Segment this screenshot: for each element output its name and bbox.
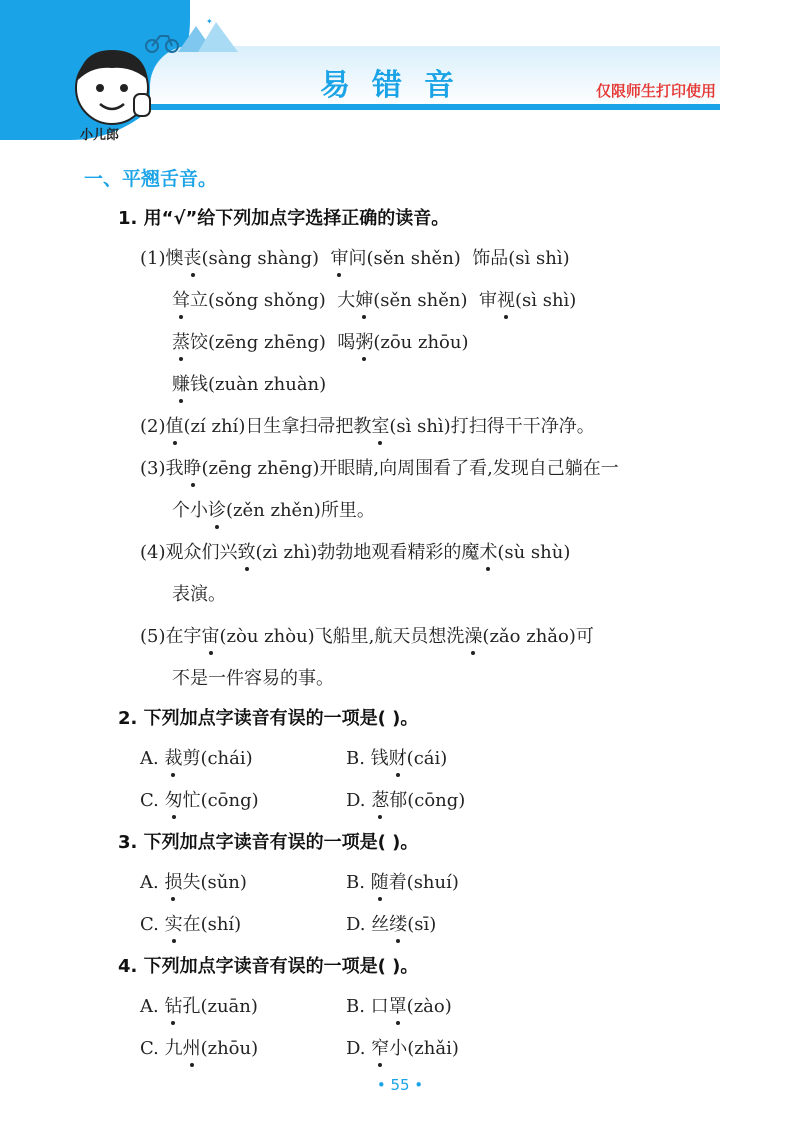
dotted-char: 匆 xyxy=(165,786,183,812)
dotted-char: 睁 xyxy=(184,454,202,480)
pinyin-choice: 钱(zuàn zhuàn) xyxy=(190,374,327,395)
sentence-text: (sù shù) xyxy=(497,542,571,563)
dotted-char: 赚 xyxy=(172,370,190,396)
dotted-char: 随 xyxy=(371,868,389,894)
page-title: 易错音 xyxy=(320,68,476,103)
option-text: 孔(zuān) xyxy=(182,996,258,1017)
q1-line-3 xyxy=(172,328,469,354)
q1-line-4 xyxy=(172,370,326,396)
question-3-title: 3. 下列加点字读音有误的一项是( )。 xyxy=(118,832,419,853)
pinyin-choice: 立(sǒng shǒng) xyxy=(190,290,326,311)
option-label: A. xyxy=(140,872,165,893)
q1-line-2 xyxy=(172,286,576,312)
dotted-char: 审 xyxy=(330,244,348,270)
plain-char: 审 xyxy=(478,290,497,311)
dotted-char: 术 xyxy=(479,538,497,564)
q1-line-8 xyxy=(140,538,570,564)
plain-char: 大 xyxy=(337,290,356,311)
option-label: D. xyxy=(346,790,372,811)
pinyin-choice: (sěn shěn) xyxy=(373,290,468,311)
dotted-char: 懊 xyxy=(165,248,184,269)
dotted-char: 罩 xyxy=(389,992,407,1018)
boy-mascot-icon xyxy=(62,36,162,136)
mascot-label: 小儿郎 xyxy=(80,128,120,143)
option-text: 小(zhǎi) xyxy=(389,1038,459,1059)
dotted-char: 粥 xyxy=(355,328,373,354)
dotted-char: 裁 xyxy=(164,744,182,770)
option-label: B. xyxy=(346,872,371,893)
dotted-char: 值 xyxy=(166,412,184,438)
question-1-title: 1. 用“√”给下列加点字选择正确的读音。 xyxy=(118,208,450,229)
dotted-char: 缕 xyxy=(389,910,407,936)
pinyin-choice: (zōu zhōu) xyxy=(373,332,469,353)
q3-option-b xyxy=(346,868,459,894)
sentence-text: 个小 xyxy=(172,500,208,521)
option-text: (zhōu) xyxy=(200,1038,259,1059)
print-badge: 仅限师生打印使用 xyxy=(596,82,717,100)
q4-option-a xyxy=(140,992,258,1018)
sentence-text: (5)在宇 xyxy=(140,626,202,647)
sentence-text: (4)观众们兴 xyxy=(140,542,238,563)
sentence-text: (3)我 xyxy=(140,458,184,479)
sentence-text: (zǎo zhǎo)可 xyxy=(482,626,594,647)
q4-option-d xyxy=(346,1034,459,1060)
q3-option-c xyxy=(140,910,241,936)
option-text: 剪(chái) xyxy=(182,748,253,769)
sentence-text: 表演。 xyxy=(172,584,226,605)
svg-text:✦: ✦ xyxy=(158,17,165,26)
item-number: (1) xyxy=(140,248,166,269)
q4-option-b xyxy=(346,992,452,1018)
option-label: B. 钱 xyxy=(346,748,389,769)
dotted-char: 州 xyxy=(183,1034,201,1060)
dotted-char: 诊 xyxy=(208,496,226,522)
dotted-char: 损 xyxy=(164,868,182,894)
option-label: C. xyxy=(140,914,165,935)
dotted-char: 耸 xyxy=(172,286,190,312)
pinyin-choice: (sàng shàng) xyxy=(201,248,320,269)
q1-line-10 xyxy=(140,622,594,648)
q1-line-11 xyxy=(172,664,334,690)
dotted-char: 钻 xyxy=(164,992,182,1018)
question-2-title: 2. 下列加点字读音有误的一项是( )。 xyxy=(118,708,419,729)
dotted-char: 窄 xyxy=(371,1034,389,1060)
dotted-char: 财 xyxy=(389,744,407,770)
option-text: (cái) xyxy=(406,748,448,769)
q3-option-d xyxy=(346,910,436,936)
q1-line-9 xyxy=(172,580,226,606)
option-label: C. xyxy=(140,790,165,811)
q4-option-c xyxy=(140,1034,258,1060)
option-label: A. xyxy=(140,996,165,1017)
sentence-text: (zòu zhòu)飞船里,航天员想洗 xyxy=(219,626,465,647)
pinyin-choice: 问(sěn shěn) xyxy=(348,248,461,269)
option-text: 在(shí) xyxy=(182,914,242,935)
dotted-char: 实 xyxy=(165,910,183,936)
item-number: (2) xyxy=(140,416,166,437)
dotted-char: 视 xyxy=(497,286,515,312)
sentence-text: (sì shì)打扫得干干净净。 xyxy=(389,416,595,437)
dotted-char: 蒸 xyxy=(172,328,190,354)
dotted-char: 婶 xyxy=(355,286,373,312)
option-label: B. 口 xyxy=(346,996,389,1017)
option-text: (zào) xyxy=(406,996,452,1017)
q1-line-6 xyxy=(140,454,619,480)
dotted-char: 丧 xyxy=(184,244,202,270)
dotted-char: 澡 xyxy=(464,622,482,648)
q1-line-5 xyxy=(140,412,595,438)
sentence-text: (zěn zhěn)所里。 xyxy=(226,500,375,521)
page-number: • 55 • xyxy=(376,1076,424,1094)
dotted-char: 致 xyxy=(238,538,256,564)
q1-line-7 xyxy=(172,496,375,522)
pinyin-choice: (sì shì) xyxy=(514,290,577,311)
sentence-text: (zí zhí)日生拿扫帚把教 xyxy=(183,416,372,437)
question-4-title: 4. 下列加点字读音有误的一项是( )。 xyxy=(118,956,419,977)
option-text: (sī) xyxy=(407,914,437,935)
q1-line-1 xyxy=(140,244,570,270)
pinyin-choice: 饺(zēng zhēng) xyxy=(190,332,326,353)
q3-option-a xyxy=(140,868,247,894)
dotted-char: 宙 xyxy=(202,622,220,648)
dotted-char: 室 xyxy=(371,412,389,438)
sentence-text: 不是一件容易的事。 xyxy=(172,668,334,689)
q2-option-a xyxy=(140,744,253,770)
sentence-text: (zēng zhēng)开眼睛,向周围看了看,发现自己躺在一 xyxy=(201,458,619,479)
option-label: A. xyxy=(140,748,165,769)
pinyin-choice: 饰品(sì shì) xyxy=(472,248,570,269)
q2-option-d xyxy=(346,786,465,812)
option-text: 忙(cōng) xyxy=(182,790,259,811)
option-label: D. 丝 xyxy=(346,914,390,935)
option-text: 失(sǔn) xyxy=(182,872,247,893)
dotted-char: 葱 xyxy=(371,786,389,812)
option-label: C. 九 xyxy=(140,1038,183,1059)
q2-option-c xyxy=(140,786,259,812)
sentence-text: (zì zhì)勃勃地观看精彩的魔 xyxy=(255,542,480,563)
option-text: 郁(cōng) xyxy=(389,790,466,811)
q2-option-b xyxy=(346,744,447,770)
svg-text:✦: ✦ xyxy=(206,17,213,26)
option-text: 着(shuí) xyxy=(388,872,459,893)
page-header xyxy=(0,0,800,150)
option-label: D. xyxy=(346,1038,372,1059)
plain-char: 喝 xyxy=(337,332,356,353)
section-title: 一、平翘舌音。 xyxy=(84,168,218,190)
